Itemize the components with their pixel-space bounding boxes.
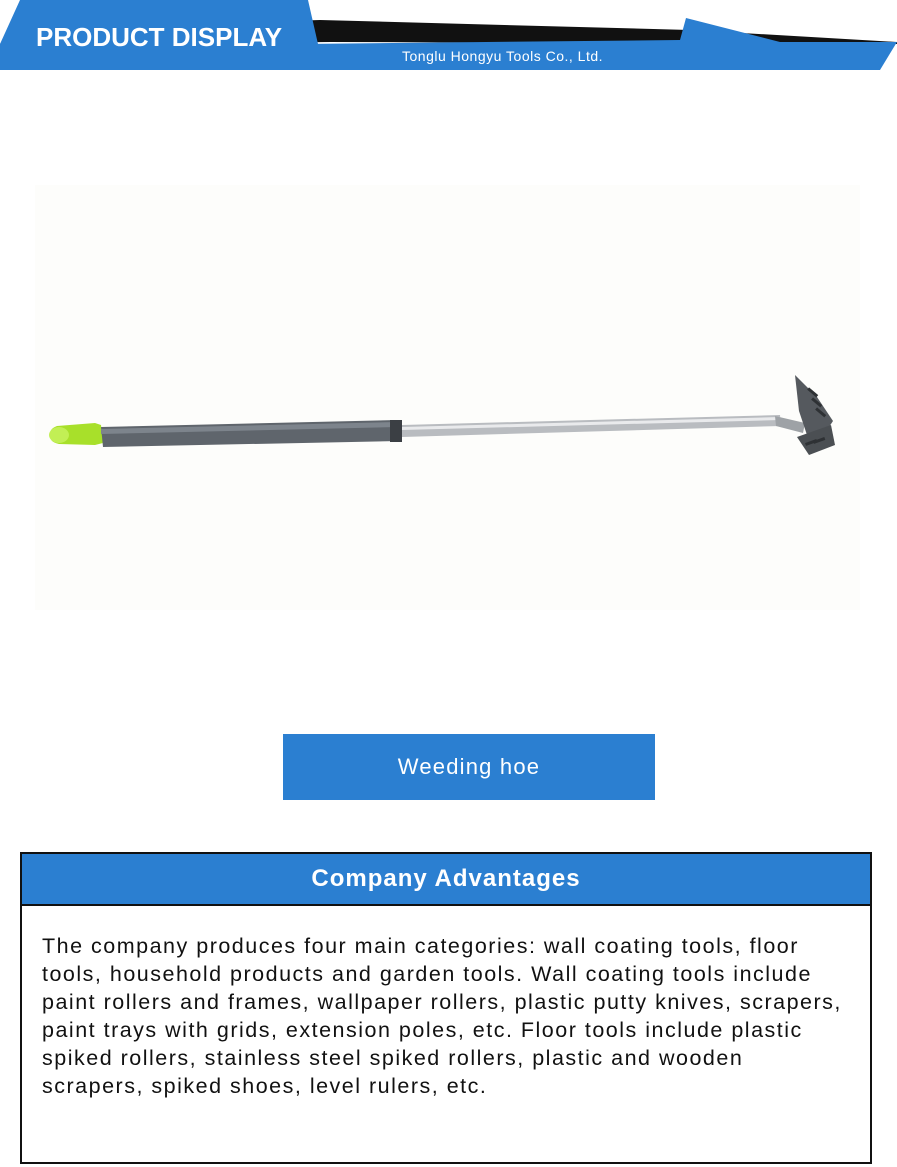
advantages-title: Company Advantages xyxy=(22,854,870,906)
company-name: Tonglu Hongyu Tools Co., Ltd. xyxy=(402,48,604,64)
product-photo xyxy=(35,185,860,610)
advantages-text: The company produces four main categories: wall coating tools, floor tools, household products and garden tools. Wall coating tools include paint rollers and frames, wallpaper rollers, plastic putty knives, scrapers, paint trays with grids, extension poles, etc. Floor tools include plastic spiked rollers, stainless steel spiked rollers, plastic and wooden scrapers, spiked shoes, level rulers, etc. xyxy=(42,934,842,1098)
page-title: PRODUCT DISPLAY xyxy=(36,22,283,52)
product-caption: Weeding hoe xyxy=(283,734,655,800)
weeding-hoe-icon xyxy=(35,185,860,610)
company-advantages-panel xyxy=(20,852,872,1164)
